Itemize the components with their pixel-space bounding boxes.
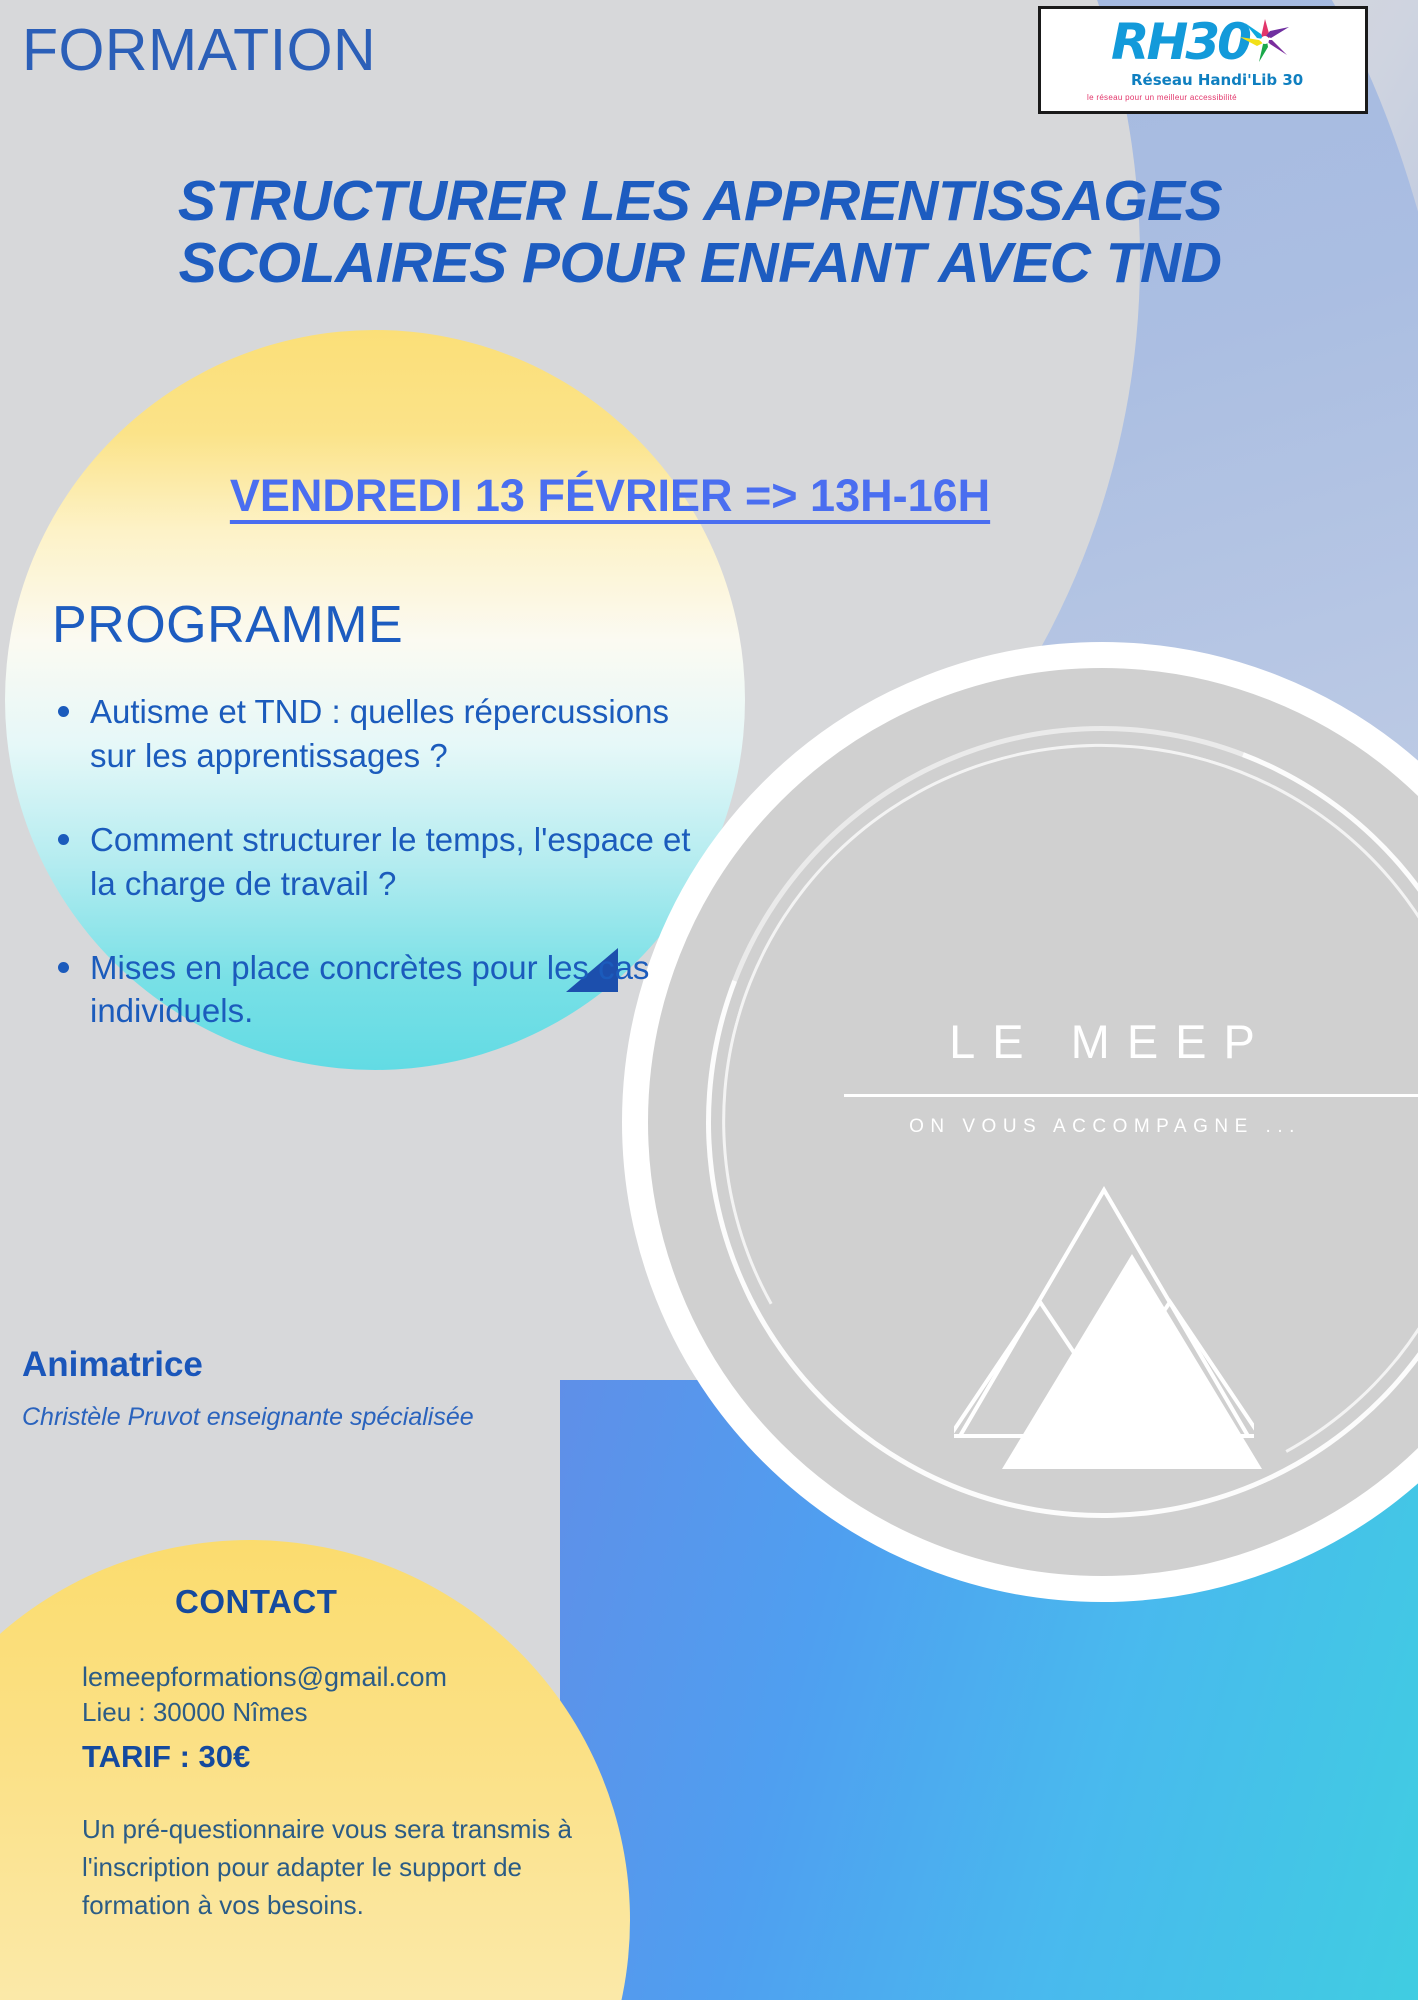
contact-details [82, 1660, 602, 1924]
contact-price: TARIF : 30€ [82, 1739, 251, 1775]
contact-heading: CONTACT [175, 1583, 338, 1620]
rh30-subtitle: Réseau Handi'Lib 30 [1131, 71, 1304, 89]
contact-location: Lieu : 30000 Nîmes [82, 1696, 308, 1727]
rh30-tagline: le réseau pour un meilleur accessibilité [1087, 93, 1237, 102]
list-item: Comment structurer le temps, l'espace et la charge de travail ? [52, 818, 712, 906]
page-title: STRUCTURER LES APPRENTISSAGES SCOLAIRES POUR ENFANT AVEC TND [177, 169, 1223, 296]
contact-email[interactable]: lemeepformations@gmail.com [82, 1662, 448, 1692]
date-time-banner: VENDREDI 13 FÉVRIER => 13H-16H [229, 470, 991, 521]
contact-note: Un pré-questionnaire vous sera transmis à l'inscription pour adapter le support de formation à vos besoins. [82, 1814, 572, 1920]
programme-list [52, 690, 712, 1073]
meep-wordmark: LE MEEP [949, 1015, 1272, 1068]
list-item: Mises en place concrètes pour les cas individuels. [52, 946, 712, 1034]
animatrice-name: Christèle Pruvot enseignante spécialisée [22, 1403, 474, 1431]
animatrice-heading: Animatrice [22, 1345, 203, 1384]
list-item: Autisme et TND : quelles répercussions sur les apprentissages ? [52, 690, 712, 778]
page-kicker: FORMATION [22, 17, 377, 83]
programme-heading: PROGRAMME [52, 596, 404, 654]
rh30-wordmark: RH30 [1111, 13, 1249, 71]
meep-tagline: ON VOUS ACCOMPAGNE ... [909, 1116, 1301, 1137]
